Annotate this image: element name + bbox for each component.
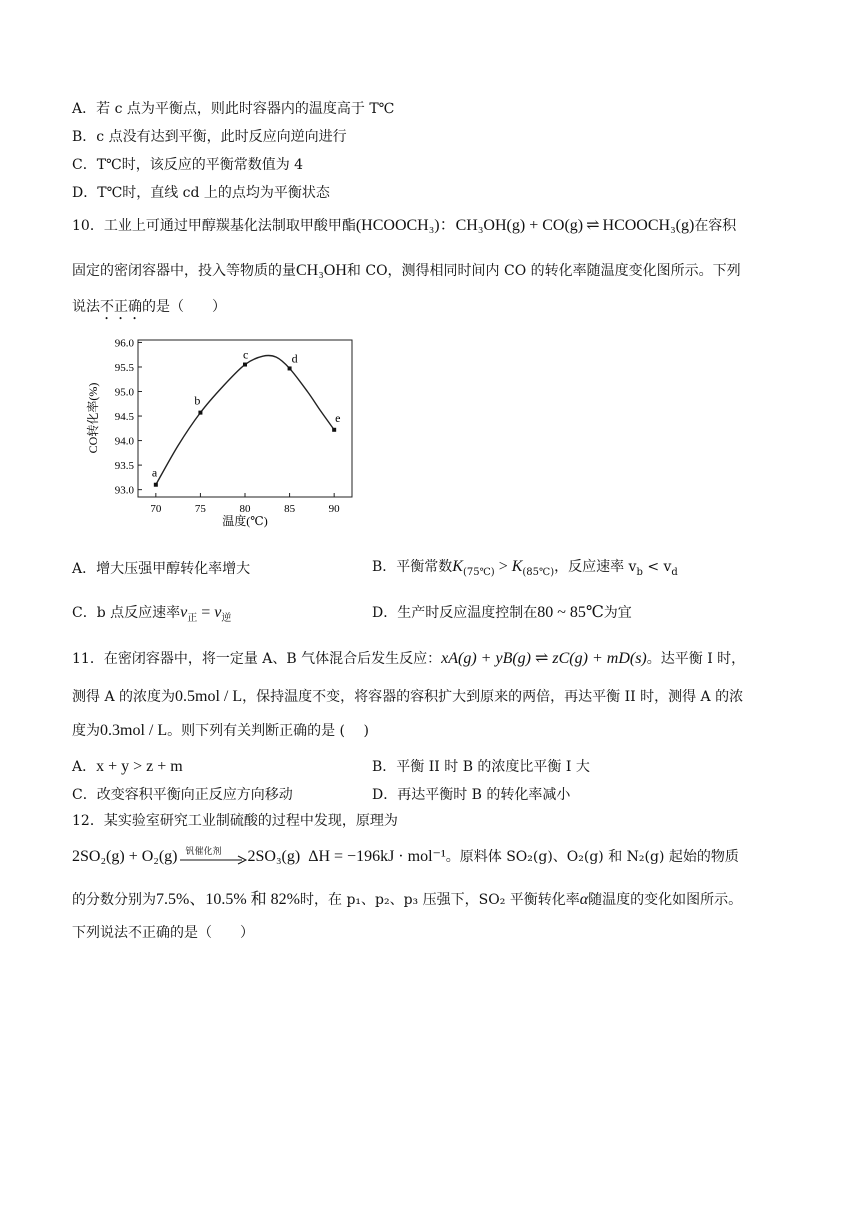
x-tick-label: 70 <box>150 503 162 515</box>
option-text: 若 c 点为平衡点，则此时容器内的温度高于 T℃ <box>96 101 395 117</box>
point-label-a: a <box>151 465 158 480</box>
q10-stem-line2 <box>72 260 741 280</box>
reaction-left: ：CH₃OH(g) + CO(g) <box>439 217 584 234</box>
option-text: D．再达平衡时 B 的转化率减小 <box>372 787 571 803</box>
q9-option-c <box>72 154 303 174</box>
methanol-formula: CH₃OH <box>296 262 347 279</box>
stem-text: 。达平衡 I 时， <box>646 651 746 667</box>
option-expression: x + y > z + m <box>96 758 183 775</box>
option-letter: B． <box>72 129 97 145</box>
stem-text: 说法 <box>72 299 100 315</box>
option-letter: A． <box>72 101 97 117</box>
stem-text: 度为 <box>72 723 100 739</box>
k-subscript: (75℃) <box>462 566 495 578</box>
q10-option-d <box>372 602 632 622</box>
stem-text: 的是（ ） <box>142 299 226 315</box>
stem-text: 固定的密闭容器中，投入等物质的量 <box>72 263 296 279</box>
v-symbol: v <box>180 604 188 621</box>
option-text: T℃时，直线 cd 上的点均为平衡状态 <box>97 185 330 201</box>
concentration-2: 0.3mol / L <box>100 722 168 739</box>
equilibrium-arrow: ⇌ <box>586 217 600 234</box>
option-text: ，反应速率 v <box>554 559 637 575</box>
stem-text: ，保持温度不变，将容器的容积扩大到原来的两倍，再达平衡 II 时，测得 A 的浓 <box>242 689 744 705</box>
y-tick-label: 96.0 <box>114 337 134 350</box>
stem-text: 下列说法不正确的是（ ） <box>72 925 254 941</box>
equals: = <box>197 604 215 621</box>
stem-text: 的分数分别为 <box>72 892 156 908</box>
stem-text: 随温度的变化如图所示。 <box>588 892 743 908</box>
option-letter: A． <box>72 759 97 775</box>
option-letter: D． <box>72 185 98 201</box>
q12-stem-line3 <box>72 886 742 909</box>
stem-text: 工业上可通过甲醇羰基化法制取甲酸甲酯 <box>103 218 356 234</box>
enthalpy: ΔH = −196kJ · mol⁻¹ <box>308 848 446 865</box>
q10-option-b <box>372 556 678 578</box>
question-number: 11． <box>72 651 104 667</box>
option-text: A．增大压强甲醇转化率增大 <box>72 561 251 577</box>
conversion-curve <box>156 355 334 484</box>
option-text: D．生产时反应温度控制在 <box>372 605 538 621</box>
k-symbol: K <box>452 558 463 575</box>
q9-option-a <box>72 98 394 118</box>
catalyst-label: 钒催化剂 <box>185 847 222 857</box>
emphasized-text: 不正确 <box>100 299 142 315</box>
data-point-b <box>198 411 202 415</box>
option-text: C．改变容积平衡向正反应方向移动 <box>72 787 293 803</box>
catalyst-arrow <box>178 848 248 866</box>
greater-than: > <box>494 558 512 575</box>
q11-stem-line1 <box>72 648 745 668</box>
x-tick-label: 85 <box>284 503 296 515</box>
q9-option-d <box>72 182 330 202</box>
x-tick-label: 90 <box>328 503 340 515</box>
k-subscript: (85℃) <box>522 566 555 578</box>
point-label-d: d <box>291 351 298 366</box>
q9-option-b <box>72 126 347 146</box>
x-tick-label: 80 <box>239 503 251 515</box>
option-text: B．平衡常数 <box>372 559 453 575</box>
stem-text: 。原料体 SO₂(g)、O₂(g) 和 N₂(g) 起始的物质 <box>445 849 739 865</box>
stem-text: 在容积 <box>694 218 737 234</box>
point-label-b: b <box>194 393 201 408</box>
q12-stem-line4 <box>72 922 254 942</box>
v-symbol: v <box>214 604 222 621</box>
q11-stem-line3 <box>72 720 369 740</box>
point-label-c: c <box>243 347 249 362</box>
stem-text: 时，在 p₁、p₂、p₃ 压强下，SO₂ 平衡转化率 <box>300 892 580 908</box>
v-subscript: b <box>636 566 643 578</box>
option-text: c 点没有达到平衡，此时反应向逆向进行 <box>96 129 347 145</box>
temp-range: 80 ~ 85℃ <box>537 604 604 621</box>
reaction-right: HCOOCH₃(g) <box>602 217 695 234</box>
y-tick-label: 93.0 <box>114 484 134 497</box>
concentration-1: 0.5mol / L <box>175 688 243 705</box>
question-number: 10． <box>72 218 104 234</box>
q11-option-a <box>72 756 183 776</box>
option-text: 为宜 <box>603 605 632 621</box>
q10-stem-line3 <box>72 296 226 323</box>
q11-option-b <box>372 756 590 776</box>
stem-text: 某实验室研究工业制硫酸的过程中发现，原理为 <box>103 813 398 829</box>
y-tick-label: 93.5 <box>114 460 134 473</box>
v-subscript: 逆 <box>221 612 232 624</box>
q12-stem-line1 <box>72 810 398 830</box>
option-text: T℃时，该反应的平衡常数值为 4 <box>96 157 304 173</box>
q11-stem-line2 <box>72 686 743 706</box>
option-text: B．平衡 II 时 B 的浓度比平衡 I 大 <box>372 759 590 775</box>
v-subscript: 正 <box>187 612 198 624</box>
less-than: < v <box>642 559 672 575</box>
q11-option-c <box>72 784 293 804</box>
data-point-a <box>154 483 158 487</box>
y-axis-label: CO转化率(%) <box>86 382 100 454</box>
reaction-right: 2SO₃(g) <box>247 848 301 865</box>
k-symbol: K <box>511 558 523 575</box>
option-letter: C． <box>72 157 97 173</box>
data-point-d <box>288 366 292 370</box>
reaction-equation: xA(g) + yB(g) ⇌ zC(g) + mD(s) <box>441 650 647 667</box>
stem-text: 。则下列有关判断正确的是 ( ) <box>167 723 369 739</box>
data-point-e <box>332 428 336 432</box>
ester-formula: (HCOOCH₃) <box>355 217 440 234</box>
stem-text: 在密闭容器中，将一定量 A、B 气体混合后发生反应： <box>103 651 442 667</box>
q10-option-a <box>72 558 250 578</box>
right-arrow-icon <box>178 848 248 866</box>
stem-text: 和 CO，测得相同时间内 CO 的转化率随温度变化图所示。下列 <box>346 263 741 279</box>
v-subscript: d <box>671 566 678 578</box>
y-tick-label: 95.5 <box>114 361 134 374</box>
q11-option-d <box>372 784 570 804</box>
data-point-c <box>243 363 247 367</box>
stem-text: 测得 A 的浓度为 <box>72 689 176 705</box>
fractions: 7.5%、10.5% 和 82% <box>156 891 300 908</box>
q10-stem-line1 <box>72 212 736 235</box>
x-axis-label: 温度(℃) <box>222 514 268 528</box>
y-tick-label: 95.0 <box>114 386 134 399</box>
reaction-left: 2SO₂(g) + O₂(g) <box>72 848 178 865</box>
x-tick-label: 75 <box>194 503 206 515</box>
q10-option-c <box>72 602 231 624</box>
question-number: 12． <box>72 813 104 829</box>
alpha-symbol: α <box>579 891 589 908</box>
y-tick-label: 94.0 <box>114 435 134 448</box>
co-conversion-chart <box>80 330 370 530</box>
point-label-e: e <box>335 410 341 425</box>
option-text: C．b 点反应速率 <box>72 605 181 621</box>
q12-stem-line2 <box>72 846 739 866</box>
y-tick-label: 94.5 <box>114 411 134 424</box>
